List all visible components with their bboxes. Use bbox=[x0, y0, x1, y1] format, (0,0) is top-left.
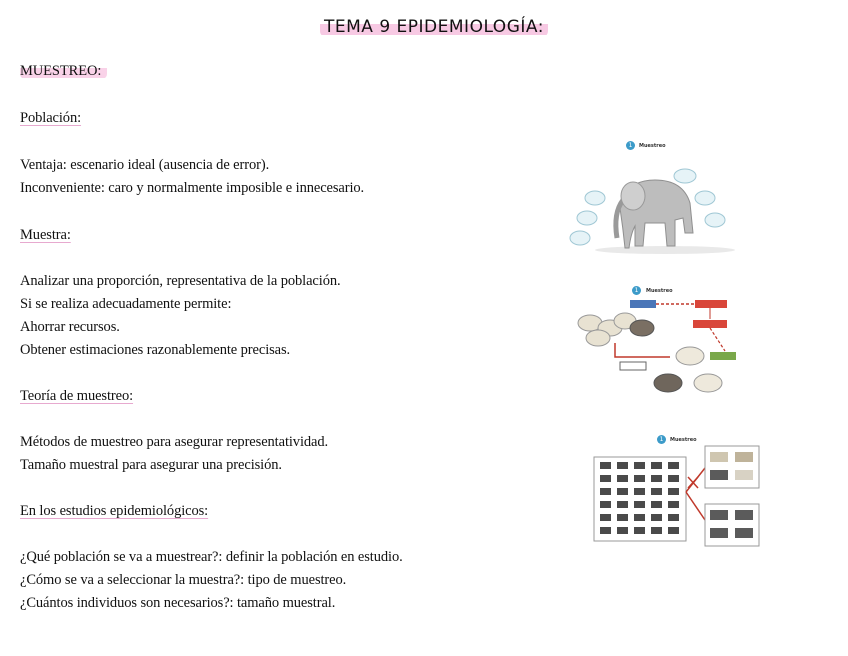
figure-label: Muestreo bbox=[639, 143, 666, 149]
subheading-estudios: En los estudios epidemiológicos: bbox=[20, 503, 209, 519]
text-tamano: Tamaño muestral para asegurar una precisión. bbox=[20, 457, 282, 473]
text-analizar: Analizar una proporción, representativa de la población. bbox=[20, 273, 341, 289]
figure-sheep-flow bbox=[570, 283, 750, 408]
text-inconveniente: Inconveniente: caro y normalmente imposible e innecesario. bbox=[20, 180, 365, 196]
sampling-grid-illustration bbox=[590, 432, 765, 547]
figure-elephant bbox=[565, 138, 745, 258]
elephant-illustration bbox=[565, 138, 745, 258]
figure-label: Muestreo bbox=[670, 437, 697, 443]
text-q1: ¿Qué población se va a muestrear?: definir la población en estudio. bbox=[20, 549, 403, 565]
text-q3: ¿Cuántos individuos son necesarios?: tamaño muestral. bbox=[20, 595, 336, 611]
figure-badge: 1 bbox=[657, 435, 666, 444]
figure-label: Muestreo bbox=[646, 288, 673, 294]
section-heading bbox=[20, 63, 107, 80]
subheading-teoria: Teoría de muestreo: bbox=[20, 388, 134, 404]
text-metodos: Métodos de muestreo para asegurar representatividad. bbox=[20, 434, 329, 450]
text-obtener: Obtener estimaciones razonablemente precisas. bbox=[20, 342, 291, 358]
text-ventaja: Ventaja: escenario ideal (ausencia de error). bbox=[20, 157, 270, 173]
text-si-se: Si se realiza adecuadamente permite: bbox=[20, 296, 232, 312]
figure-sampling-grid bbox=[590, 432, 765, 547]
text-ahorrar: Ahorrar recursos. bbox=[20, 319, 120, 335]
section-heading-text: MUESTREO: bbox=[20, 63, 107, 79]
figure-badge: 1 bbox=[626, 141, 635, 150]
subheading-poblacion: Población: bbox=[20, 110, 82, 126]
sheep-flow-illustration bbox=[570, 283, 750, 408]
subheading-muestra: Muestra: bbox=[20, 227, 71, 243]
figure-badge: 1 bbox=[632, 286, 641, 295]
page-title: TEMA 9 EPIDEMIOLOGÍA: bbox=[320, 17, 548, 37]
text-q2: ¿Cómo se va a seleccionar la muestra?: tipo de muestreo. bbox=[20, 572, 347, 588]
